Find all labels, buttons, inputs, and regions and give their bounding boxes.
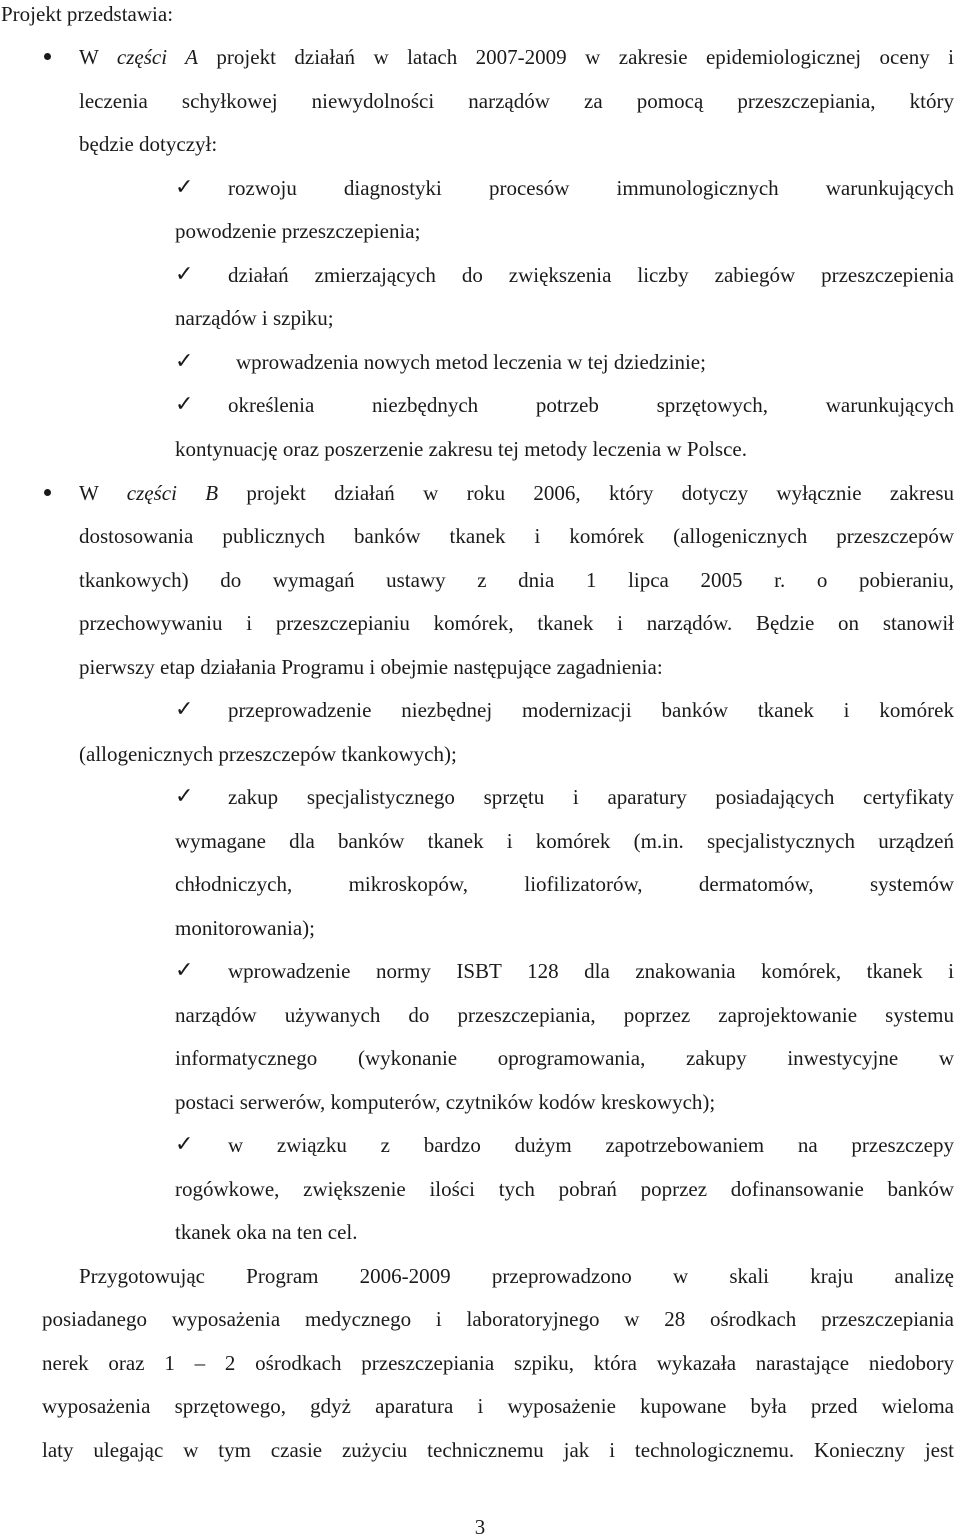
closing-line-3: nerek oraz 1 – 2 ośrodkach przeszczepiania szpiku, która wykazała narastające niedobory (42, 1351, 954, 1375)
check-icon: ✓ (175, 262, 194, 287)
closing-line-2: posiadanego wyposażenia medycznego i laboratoryjnego w 28 ośrodkach przeszczepiania (42, 1307, 954, 1331)
part-b-item-4-line-3: tkanek oka na ten cel. (175, 1220, 358, 1244)
part-a-item-2-line-1: działań zmierzających do zwiększenia liczby zabiegów przeszczepienia (228, 263, 954, 287)
part-a-item-1-line-2: powodzenie przeszczepienia; (175, 219, 421, 243)
part-a-item-4-line-2: kontynuację oraz poszerzenie zakresu tej metody leczenia w Polsce. (175, 437, 747, 461)
part-b-item-2-line-3: chłodniczych, mikroskopów, liofilizatorów, dermatomów, systemów (175, 872, 954, 896)
part-a-item-2-line-2: narządów i szpiku; (175, 306, 334, 330)
part-b-item-3-line-4: postaci serwerów, komputerów, czytników kodów kreskowych); (175, 1090, 716, 1114)
check-icon: ✓ (175, 175, 194, 200)
part-a-item-3-line-1: wprowadzenia nowych metod leczenia w tej dziedzinie; (236, 350, 706, 374)
intro-line: Projekt przedstawia: (1, 2, 174, 26)
part-b-item-3-line-2: narządów używanych do przeszczepiania, poprzez zaprojektowanie systemu (175, 1003, 954, 1027)
check-icon: ✓ (175, 784, 194, 809)
check-icon: ✓ (175, 1132, 194, 1157)
page-number: 3 (474, 1515, 486, 1539)
check-icon: ✓ (175, 392, 194, 417)
check-icon: ✓ (175, 349, 194, 374)
closing-line-5: laty ulegając w tym czasie zużyciu technicznemu jak i technologicznemu. Konieczny jest (42, 1438, 954, 1462)
closing-line-1: Przygotowując Program 2006-2009 przeprowadzono w skali kraju analizę (79, 1264, 954, 1288)
part-b-item-2-line-2: wymagane dla banków tkanek i komórek (m.in. specjalistycznych urządzeń (175, 829, 954, 853)
bullet-icon (44, 489, 51, 496)
part-b-item-1-line-1: przeprowadzenie niezbędnej modernizacji banków tkanek i komórek (228, 698, 954, 722)
part-b-item-2-line-4: monitorowania); (175, 916, 315, 940)
closing-line-4: wyposażenia sprzętowego, gdyż aparatura i wyposażenie kupowane była przed wieloma (42, 1394, 954, 1418)
part-b-item-2-line-1: zakup specjalistycznego sprzętu i aparatury posiadających certyfikaty (228, 785, 954, 809)
part-a-line-1: W części A projekt działań w latach 2007-2009 w zakresie epidemiologicznej oceny i (79, 45, 954, 69)
part-a-label: części A (116, 45, 198, 69)
part-b-line-5: pierwszy etap działania Programu i obejmie następujące zagadnienia: (79, 655, 663, 679)
part-a-line-2: leczenia schyłkowej niewydolności narządów za pomocą przeszczepiania, który (79, 89, 954, 113)
part-b-line-4: przechowywaniu i przeszczepianiu komórek, tkanek i narządów. Będzie on stanowił (79, 611, 954, 635)
bullet-icon (44, 53, 51, 60)
check-icon: ✓ (175, 958, 194, 983)
part-b-label: części B (126, 481, 219, 505)
part-b-item-4-line-1: w związku z bardzo dużym zapotrzebowaniem na przeszczepy (228, 1133, 954, 1157)
part-b-line-1: W części B projekt działań w roku 2006, który dotyczy wyłącznie zakresu (79, 481, 954, 505)
part-a-line-3: będzie dotyczył: (79, 132, 218, 156)
part-b-item-3-line-3: informatycznego (wykonanie oprogramowania, zakupy inwestycyjne w (175, 1046, 954, 1070)
part-b-item-1-line-2: (allogenicznych przeszczepów tkankowych); (79, 742, 457, 766)
part-b-item-4-line-2: rogówkowe, zwiększenie ilości tych pobrań poprzez dofinansowanie banków (175, 1177, 954, 1201)
check-icon: ✓ (175, 697, 194, 722)
part-a-item-4-line-1: określenia niezbędnych potrzeb sprzętowych, warunkujących (228, 393, 954, 417)
part-a-item-1-line-1: rozwoju diagnostyki procesów immunologicznych warunkujących (228, 176, 954, 200)
part-b-line-2: dostosowania publicznych banków tkanek i komórek (allogenicznych przeszczepów (79, 524, 954, 548)
part-b-line-3: tkankowych) do wymagań ustawy z dnia 1 lipca 2005 r. o pobieraniu, (79, 568, 954, 592)
part-b-item-3-line-1: wprowadzenie normy ISBT 128 dla znakowania komórek, tkanek i (228, 959, 954, 983)
